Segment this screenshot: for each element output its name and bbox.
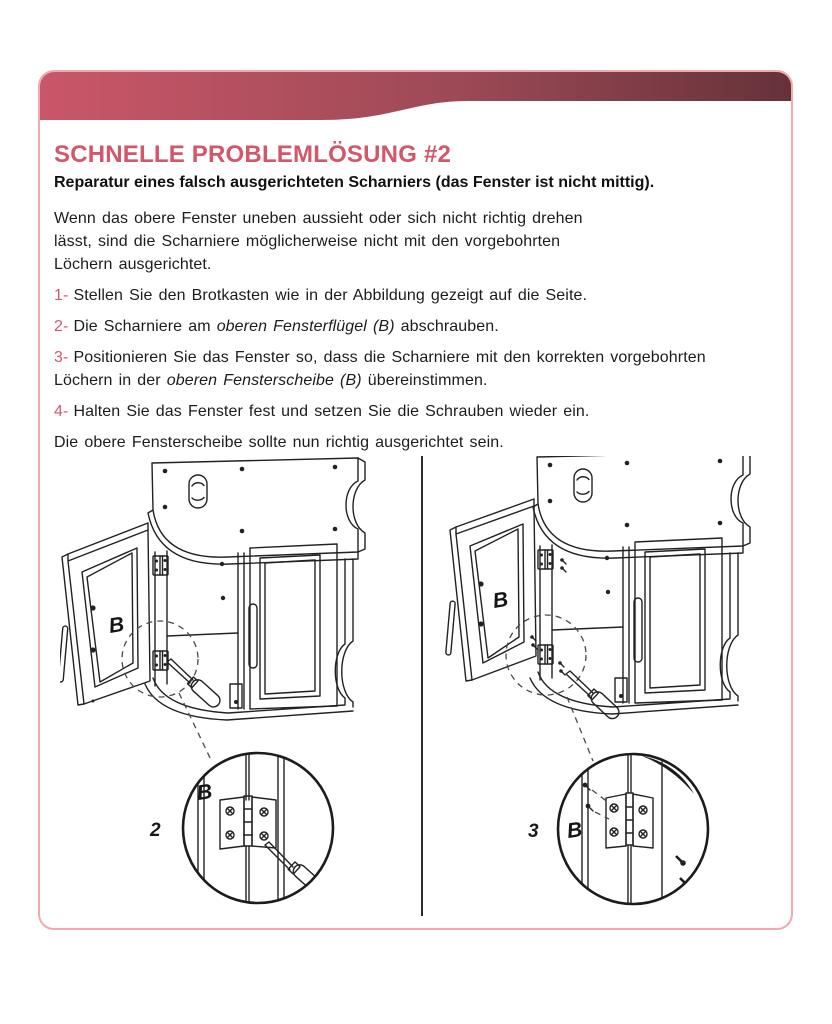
- page-title: SCHNELLE PROBLEMLÖSUNG #2: [54, 141, 452, 168]
- cabinet-body: [145, 544, 353, 720]
- breadbox-illustration-step2: [60, 456, 422, 921]
- magnifier-leader-line: [567, 697, 593, 761]
- step-2-text: Die Scharniere am oberen Fensterflügel (B) abschrauben.: [73, 318, 499, 335]
- hinge-focus-dashed-circle: [506, 615, 586, 695]
- magnifier-detail-step3: [582, 754, 694, 904]
- magnifier-label-b: B: [195, 780, 214, 805]
- cabinet-body-group: [530, 456, 750, 714]
- closing-line: Die obere Fensterscheibe sollte nun richtig ausgerichtet sein.: [54, 434, 504, 451]
- spare-screws: [676, 856, 690, 888]
- intro-line: lässt, sind die Scharniere möglicherweise nicht mit den vorgebohrten: [54, 233, 561, 250]
- step-1: [54, 284, 775, 307]
- door-label-b: B: [107, 612, 126, 638]
- step-2: [54, 315, 775, 338]
- step-2-number: 2-: [54, 318, 69, 335]
- step-4-number: 4-: [54, 403, 69, 420]
- breadbox-illustration-step3: [432, 456, 793, 921]
- page-subtitle: Reparatur eines falsch ausgerichteten Scharniers (das Fenster ist nicht mittig).: [54, 174, 655, 191]
- intro-paragraph: [54, 207, 775, 276]
- magnifier-detail-step2: [198, 753, 323, 904]
- instruction-card: [38, 70, 793, 930]
- step-3-line-2: Löchern in der oberen Fensterscheibe (B) übereinstimmen.: [54, 372, 488, 389]
- open-door-panel: [60, 523, 150, 705]
- step-4-text: Halten Sie das Fenster fest und setzen Sie die Schrauben wieder ein.: [73, 403, 590, 420]
- step-3-line-1: 3- Positionieren Sie das Fenster so, dass die Scharniere mit den korrekten vorgebohrten: [54, 349, 706, 366]
- screwdriver-tip-icon: [265, 842, 323, 893]
- figures-area: [40, 456, 791, 926]
- intro-line: Löchern ausgerichtet.: [54, 256, 212, 273]
- step-3-number: 3-: [54, 349, 69, 366]
- compartment-screw-holes: [220, 562, 225, 600]
- step-4: [54, 400, 775, 423]
- breadbox-side-panel: [533, 456, 750, 558]
- figure-step-number: 2: [150, 820, 161, 841]
- header-banner-swoosh: [40, 72, 791, 122]
- step-1-text: Stellen Sie den Brotkasten wie in der Abbildung gezeigt auf die Seite.: [73, 287, 588, 304]
- alignment-screws: [583, 783, 609, 819]
- step-3: [54, 346, 775, 392]
- magnifier-label-b: B: [565, 818, 584, 843]
- figure-step-number: 3: [528, 821, 539, 842]
- text-content: [40, 122, 791, 454]
- step-1-number: 1-: [54, 287, 69, 304]
- magnifier-circle: [183, 753, 333, 903]
- intro-line: Wenn das obere Fenster uneben aussieht oder sich nicht richtig drehen: [54, 210, 583, 227]
- door-label-b: B: [491, 587, 510, 613]
